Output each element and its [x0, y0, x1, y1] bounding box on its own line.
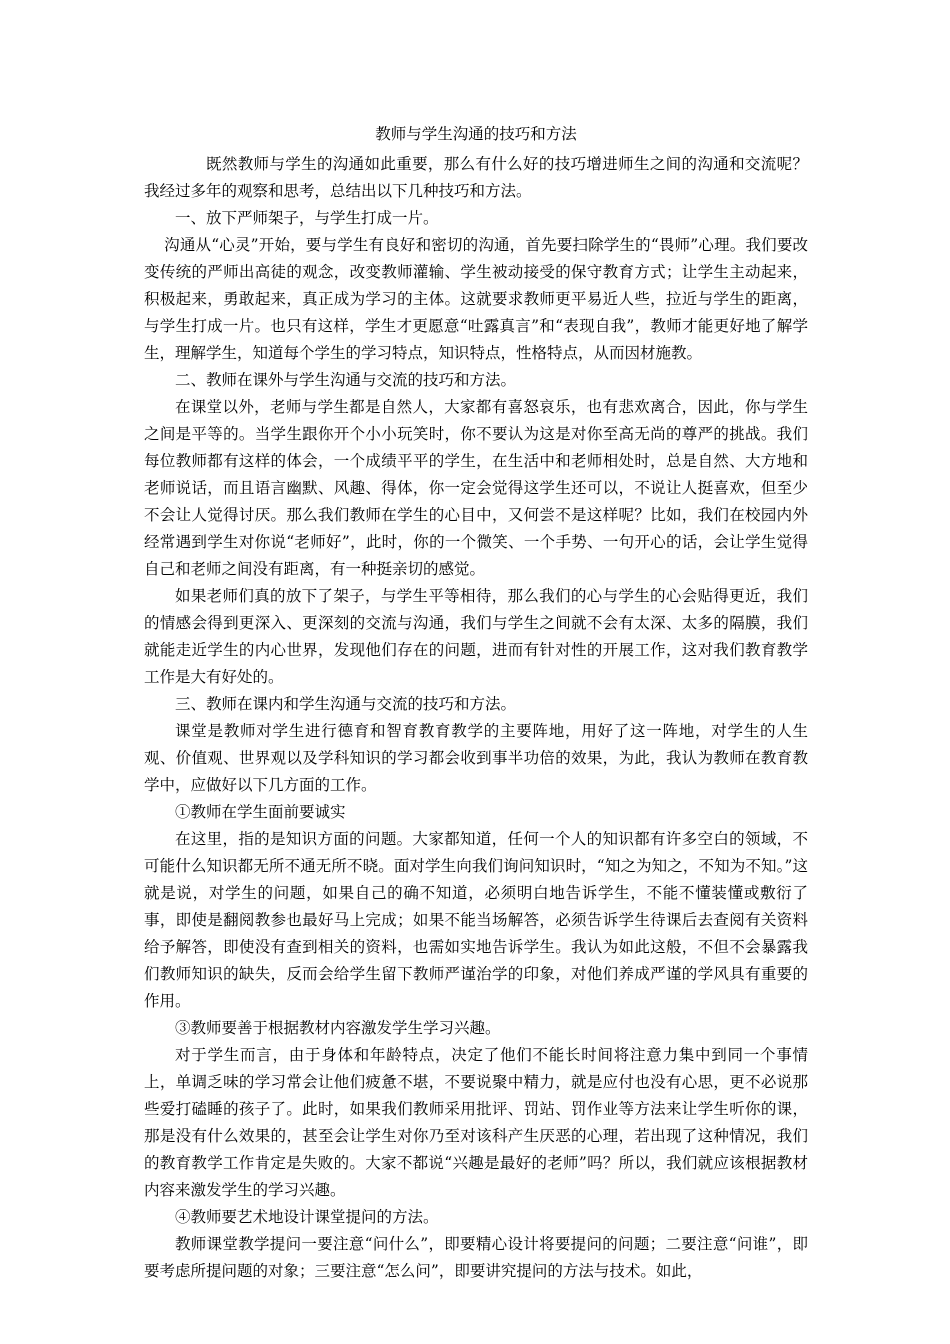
- section-heading-2: 二、教师在课外与学生沟通与交流的技巧和方法。: [175, 371, 517, 389]
- subheading-questioning: ④教师要艺术地设计课堂提问的方法。: [175, 1208, 439, 1226]
- paragraph-section-2a: 在课堂以外，老师与学生都是自然人，大家都有喜怒哀乐，也有悲欢离合，因此，你与学生之间是平等的。当学生跟你开个小小玩笑时，你不要认为这是对你至高无尚的尊严的挑战。我们每位教师都有这样的体会，一个成绩平平的学生，在生活中和老师相处时，总是自然、大方地和老师说话，而且语言幽默、风趣、得体，你一定会觉得这学生还可以，不说让人挺喜欢，但至少不会让人觉得讨厌。那么我们教师在学生的心目中，又何尝不是这样呢？比如，我们在校园内外经常遇到学生对你说“老师好”，此时，你的一个微笑、一个手势、一句开心的话，会让学生觉得自己和老师之间没有距离，有一种挺亲切的感觉。: [144, 398, 808, 578]
- section-heading-1: 一、放下严师架子，与学生打成一片。: [175, 209, 439, 227]
- paragraph-section-2b: 如果老师们真的放下了架子，与学生平等相待，那么我们的心与学生的心会贴得更近，我们的情感会得到更深入、更深刻的交流与沟通，我们与学生之间就不会有太深、太多的隔膜，我们就能走近学生的内心世界，发现他们存在的问题，进而有针对性的开展工作，这对我们教育教学工作是大有好处的。: [144, 587, 808, 686]
- paragraph-section-1: 沟通从“心灵”开始，要与学生有良好和密切的沟通，首先要扫除学生的“畏师”心理。我们要改变传统的严师出高徒的观念，改变教师灌输、学生被动接受的保守教育方式；让学生主动起来，积极起来，勇敢起来，真正成为学习的主体。这就要求教师更平易近人些，拉近与学生的距离，与学生打成一片。也只有这样，学生才更愿意“吐露真言”和“表现自我”，教师才能更好地了解学生，理解学生，知道每个学生的学习特点，知识特点，性格特点，从而因材施教。: [144, 236, 808, 362]
- document-title: 教师与学生沟通的技巧和方法: [375, 125, 577, 143]
- paragraph-intro: 既然教师与学生的沟通如此重要，那么有什么好的技巧增进师生之间的沟通和交流呢？我经过多年的观察和思考，总结出以下几种技巧和方法。: [144, 155, 808, 200]
- paragraph-section-3: 课堂是教师对学生进行德育和智育教育教学的主要阵地，用好了这一阵地，对学生的人生观、价值观、世界观以及学科知识的学习都会收到事半功倍的效果，为此，我认为教师在教育教学中，应做好以下几方面的工作。: [144, 722, 808, 794]
- subheading-interest: ③教师要善于根据教材内容激发学生学习兴趣。: [175, 1019, 501, 1037]
- paragraph-questioning: 教师课堂教学提问一要注意“问什么”，即要精心设计将要提问的问题；二要注意“问谁”，即要考虑所提问题的对象；三要注意“怎么问”，即要讲究提问的方法与技术。如此，: [144, 1235, 808, 1280]
- section-heading-3: 三、教师在课内和学生沟通与交流的技巧和方法。: [175, 695, 517, 713]
- subheading-honesty: ①教师在学生面前要诚实: [175, 803, 346, 821]
- paragraph-honesty: 在这里，指的是知识方面的问题。大家都知道，任何一个人的知识都有许多空白的领域，不可能什么知识都无所不通无所不晓。面对学生向我们询问知识时，“知之为知之，不知为不知。”这就是说，对学生的问题，如果自己的确不知道，必须明白地告诉学生，不能不懂装懂或敷衍了事，即使是翻阅教参也最好马上完成；如果不能当场解答，必须告诉学生待课后去查阅有关资料给予解答，即使没有查到相关的资料，也需如实地告诉学生。我认为如此这般，不但不会暴露我们教师知识的缺失，反而会给学生留下教师严谨治学的印象，对他们养成严谨的学风具有重要的作用。: [144, 830, 808, 1010]
- document-page: [144, 121, 808, 1285]
- paragraph-interest: 对于学生而言，由于身体和年龄特点，决定了他们不能长时间将注意力集中到同一个事情上，单调乏味的学习常会让他们疲惫不堪，不要说聚中精力，就是应付也没有心思，更不必说那些爱打磕睡的孩子了。此时，如果我们教师采用批评、罚站、罚作业等方法来让学生听你的课，那是没有什么效果的，甚至会让学生对你乃至对该科产生厌恶的心理，若出现了这种情况，我们的教育教学工作肯定是失败的。大家不都说“兴趣是最好的老师”吗？所以，我们就应该根据教材内容来激发学生的学习兴趣。: [144, 1046, 808, 1199]
